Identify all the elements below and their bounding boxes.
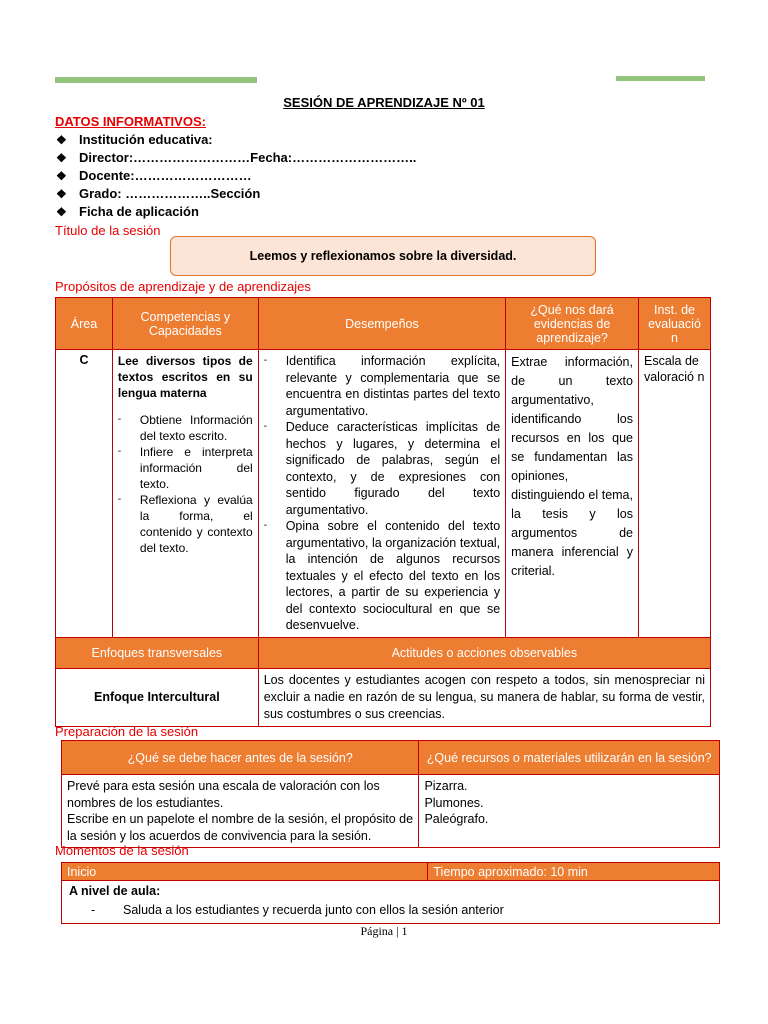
actitud-cell: Los docentes y estudiantes acogen con respeto a todos, sin menospreciar ni excluir a nadie en razón de su lengua, su manera de hablar, su forma de vestir, sus costumbres o sus creencias. — [258, 668, 710, 726]
preparacion-table — [61, 740, 720, 848]
header-bar-right — [616, 76, 705, 81]
dash-icon: - — [91, 903, 96, 917]
desempeno-item: - Identifica información explícita, relevante y complementaria que se encuentra en distintas partes del texto argumentativo. — [264, 353, 500, 419]
bullet-icon: ❖ — [56, 133, 67, 147]
header-area: Área — [56, 298, 113, 350]
recursos-cell: Pizarra. Plumones. Paleógrafo. — [419, 775, 720, 848]
info-item: ❖ Docente:……………………… — [56, 168, 252, 183]
info-item: ❖ Director:………………………Fecha:……………………….. — [56, 150, 417, 165]
nivel-aula: A nivel de aula: — [69, 884, 161, 898]
preparacion-label: Preparación de la sesión — [55, 724, 199, 739]
inicio-header: Inicio — [62, 863, 428, 881]
bullet-icon: ❖ — [56, 169, 67, 183]
header-instrumento: Inst. de evaluació n — [638, 298, 710, 350]
bullet-icon: ❖ — [56, 151, 67, 165]
evidencias-cell: Extrae información, de un texto argumentativo, identificando los recursos en los que se fundamentan las opiniones, distinguiendo el tema, la tesis y los argumentos de manera inferencial y criterial. — [506, 350, 639, 638]
preparacion-header-recursos: ¿Qué recursos o materiales utilizarán en la sesión? — [419, 741, 720, 775]
momentos-table — [61, 862, 720, 924]
info-item: ❖ Institución educativa: — [56, 132, 213, 147]
header-bar-left — [55, 77, 257, 83]
page-title: SESIÓN DE APRENDIZAJE Nº 01 — [283, 95, 485, 110]
capacidad-item: - Reflexiona y evalúa la forma, el contenido y contexto del texto. — [118, 492, 253, 556]
desempeno-item: - Deduce características implícitas de hechos y lugares, y determina el significado de palabras, según el contexto, y de expresiones con sentido figurado del texto argumentativo. — [264, 419, 500, 518]
propositos-label: Propósitos de aprendizaje y de aprendizajes — [55, 279, 311, 294]
actitudes-header: Actitudes o acciones observables — [258, 637, 710, 668]
datos-heading: DATOS INFORMATIVOS: — [55, 114, 206, 129]
capacidad-item: - Infiere e interpreta información del texto. — [118, 444, 253, 492]
antes-cell: Prevé para esta sesión una escala de valoración con los nombres de los estudiantes. Escribe en un papelote el nombre de la sesión, el propósito de la sesión y los acuerdos de convivencia para la sesión. — [62, 775, 419, 848]
datos-informativos — [55, 113, 416, 240]
desempeno-item: - Opina sobre el contenido del texto argumentativo, la organización textual, la intención de algunos recursos textuales y el efecto del texto en los lectores, a partir de su experiencia y del contexto sociocultural en que se desenvuelve. — [264, 518, 500, 634]
competencia-text: Lee diversos tipos de textos escritos en su lengua materna — [117, 354, 253, 400]
inicio-item: - Saluda a los estudiantes y recuerda junto con ellos la sesión anterior — [69, 901, 714, 920]
info-item: ❖ Ficha de aplicación — [56, 204, 199, 219]
enfoques-header: Enfoques transversales — [56, 637, 259, 668]
header-evidencias: ¿Qué nos dará evidencias de aprendizaje? — [506, 298, 639, 350]
capacidad-item: - Obtiene Información del texto escrito. — [118, 412, 253, 444]
area-cell: C — [56, 350, 113, 638]
tiempo-header: Tiempo aproximado: 10 min — [428, 863, 720, 881]
titulo-label: Título de la sesión — [55, 223, 161, 238]
instrumento-cell: Escala de valoració n — [638, 350, 710, 638]
bullet-icon: ❖ — [56, 187, 67, 201]
session-title-box: Leemos y reflexionamos sobre la diversidad. — [170, 236, 596, 276]
bullet-icon: ❖ — [56, 205, 67, 219]
preparacion-header-antes: ¿Qué se debe hacer antes de la sesión? — [62, 741, 419, 775]
competencias-cell — [112, 350, 258, 638]
header-desempenos: Desempeños — [258, 298, 505, 350]
info-item: ❖ Grado: ………………..Sección — [56, 186, 261, 201]
header-competencias: Competencias y Capacidades — [112, 298, 258, 350]
enfoque-cell: Enfoque Intercultural — [56, 668, 259, 726]
momentos-label: Momentos de la sesión — [55, 843, 189, 858]
desempenos-cell — [258, 350, 505, 638]
page-footer: Página | 1 — [360, 924, 408, 938]
propositos-table — [55, 297, 711, 727]
inicio-content — [62, 881, 720, 924]
